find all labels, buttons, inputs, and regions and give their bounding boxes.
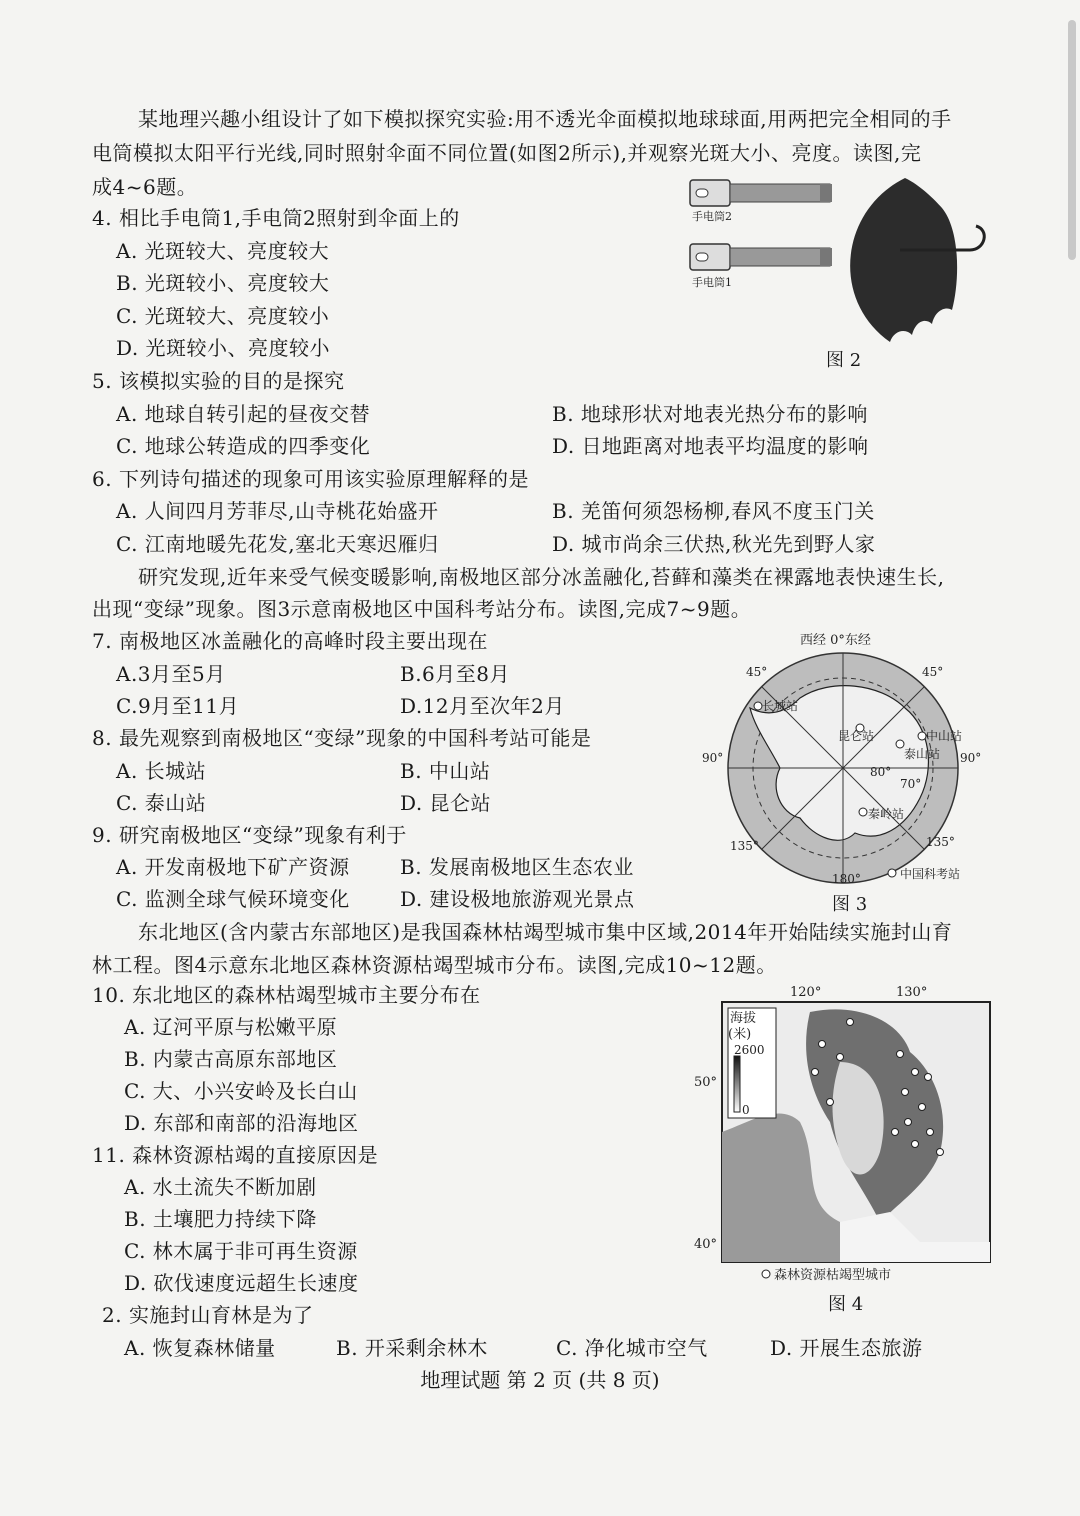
q12-option-d: D. 开展生态旅游 [770,1336,923,1360]
q12-option-a: A. 恢复森林储量 [124,1336,276,1360]
station-kunlun-label: 昆仑站 [838,729,875,743]
intro1-line3: 成4~6题。 [92,175,198,199]
intro2-line2: 出现“变绿”现象。图3示意南极地区中国科考站分布。读图,完成7~9题。 [92,597,752,621]
q10-option-b: B. 内蒙古高原东部地区 [124,1047,338,1071]
legend-station-icon [888,869,896,877]
q8-option-c: C. 泰山站 [116,791,207,815]
q8-option-b: B. 中山站 [400,759,491,783]
umbrella-canopy [850,178,957,342]
q10-option-d: D. 东部和南部的沿海地区 [124,1111,359,1135]
q6-stem: 6. 下列诗句描述的现象可用该实验原理解释的是 [92,467,529,491]
fig3-top-label: 西经 0°东经 [800,633,871,648]
q10-option-c: C. 大、小兴安岭及长白山 [124,1079,358,1103]
q4-option-d: D. 光斑较小、亮度较小 [116,336,331,360]
elevation-unit: (米) [728,1027,752,1042]
figure-4-northeast-map [690,982,996,1282]
q5-stem: 5. 该模拟实验的目的是探究 [92,369,345,393]
lon-45e-label: 45° [922,665,944,679]
lat-40-label: 40° [694,1237,718,1252]
intro2-line1: 研究发现,近年来受气候变暖影响,南极地区部分冰盖融化,苔藓和藻类在裸露地表快速生长, [138,565,945,589]
figure-2-umbrella [680,170,1000,350]
q4-option-b: B. 光斑较小、亮度较大 [116,271,330,295]
q5-option-c: C. 地球公转造成的四季变化 [116,434,371,458]
q6-option-d: D. 城市尚余三伏热,秋光先到野人家 [552,532,876,556]
station-zhongshan-label: 中山站 [926,729,963,743]
q6-option-c: C. 江南地暖先花发,塞北天寒迟雁归 [116,532,439,556]
torch-1-icon [690,244,832,270]
torch-2-icon [690,180,832,206]
lon-130-label: 130° [896,985,928,1000]
legend-station-label: 中国科考站 [900,867,961,881]
lon-135w-label: 135° [730,839,759,853]
q12-option-b: B. 开采剩余林木 [336,1336,488,1360]
q4-stem: 4. 相比手电筒1,手电筒2照射到伞面上的 [92,206,460,230]
q11-option-a: A. 水土流失不断加剧 [124,1175,317,1199]
torch-2-label: 手电筒2 [692,210,732,223]
q5-option-d: D. 日地距离对地表平均温度的影响 [552,434,869,458]
q4-option-a: A. 光斑较大、亮度较大 [116,239,330,263]
station-taishan-icon [896,740,904,748]
q5-option-b: B. 地球形状对地表光热分布的影响 [552,402,868,426]
q10-option-a: A. 辽河平原与松嫩平原 [124,1015,338,1039]
q7-option-d: D.12月至次年2月 [400,694,565,718]
station-taishan-label: 泰山站 [904,747,941,761]
q9-option-a: A. 开发南极地下矿产资源 [116,855,350,879]
torch-1-label: 手电筒1 [692,276,732,289]
q9-option-d: D. 建设极地旅游观光景点 [400,887,635,911]
q12-option-c: C. 净化城市空气 [556,1336,708,1360]
lon-90e-label: 90° [960,751,982,765]
lon-180-label: 180° [832,872,861,886]
figure-2-caption: 图 2 [826,350,862,371]
legend-city-label: 森林资源枯竭型城市 [774,1268,892,1282]
q12-stem: 2. 实施封山育林是为了 [102,1303,314,1327]
scrollbar[interactable] [1068,20,1076,260]
q10-stem: 10. 东北地区的森林枯竭型城市主要分布在 [92,983,481,1007]
figure-4-caption: 图 4 [828,1294,864,1315]
q6-option-a: A. 人间四月芳菲尽,山寺桃花始盛开 [116,499,439,523]
q7-option-a: A.3月至5月 [116,662,226,686]
intro1-line2: 电筒模拟太阳平行光线,同时照射伞面不同位置(如图2所示),并观察光斑大小、亮度。读图,完 [92,141,922,165]
lon-120-label: 120° [790,985,822,1000]
lat-70-label: 70° [900,777,922,791]
q9-option-b: B. 发展南极地区生态农业 [400,855,634,879]
station-changcheng-icon [754,702,762,710]
q4-option-c: C. 光斑较大、亮度较小 [116,304,330,328]
elevation-title: 海拔 [730,1011,757,1026]
elevation-max: 2600 [734,1043,765,1057]
q11-option-d: D. 砍伐速度远超生长速度 [124,1271,359,1295]
lat-50-label: 50° [694,1075,718,1090]
figure-3-antarctica-map [700,628,990,890]
q11-option-b: B. 土壤肥力持续下降 [124,1207,317,1231]
station-zhongshan-icon [918,732,926,740]
q7-option-b: B.6月至8月 [400,662,511,686]
page-footer: 地理试题 第 2 页 (共 8 页) [420,1368,660,1392]
lat-80-label: 80° [870,765,892,779]
q9-stem: 9. 研究南极地区“变绿”现象有利于 [92,823,407,847]
q7-option-c: C.9月至11月 [116,694,240,718]
station-qinling-label: 秦岭站 [868,807,905,821]
q8-option-a: A. 长城站 [116,759,207,783]
intro1-line1: 某地理兴趣小组设计了如下模拟探究实验:用不透光伞面模拟地球球面,用两把完全相同的手 [138,107,952,131]
q8-stem: 8. 最先观察到南极地区“变绿”现象的中国科考站可能是 [92,726,592,750]
q11-stem: 11. 森林资源枯竭的直接原因是 [92,1143,379,1167]
lon-90w-label: 90° [702,751,724,765]
intro3-line2: 林工程。图4示意东北地区森林资源枯竭型城市分布。读图,完成10~12题。 [92,953,777,977]
station-qinling-icon [859,808,867,816]
legend-city-icon [762,1270,770,1278]
lon-135e-label: 135° [926,835,955,849]
station-changcheng-label: 长城站 [762,699,799,713]
intro3-line1: 东北地区(含内蒙古东部地区)是我国森林枯竭型城市集中区域,2014年开始陆续实施封山育 [138,920,953,944]
q9-option-c: C. 监测全球气候环境变化 [116,887,350,911]
figure-3-caption: 图 3 [832,894,868,915]
elevation-min: 0 [742,1103,750,1117]
q8-option-d: D. 昆仑站 [400,791,492,815]
q7-stem: 7. 南极地区冰盖融化的高峰时段主要出现在 [92,629,488,653]
lon-45w-label: 45° [746,665,768,679]
elevation-gradient-bar [734,1056,740,1112]
q5-option-a: A. 地球自转引起的昼夜交替 [116,402,371,426]
q6-option-b: B. 羌笛何须怨杨柳,春风不度玉门关 [552,499,875,523]
q11-option-c: C. 林木属于非可再生资源 [124,1239,358,1263]
